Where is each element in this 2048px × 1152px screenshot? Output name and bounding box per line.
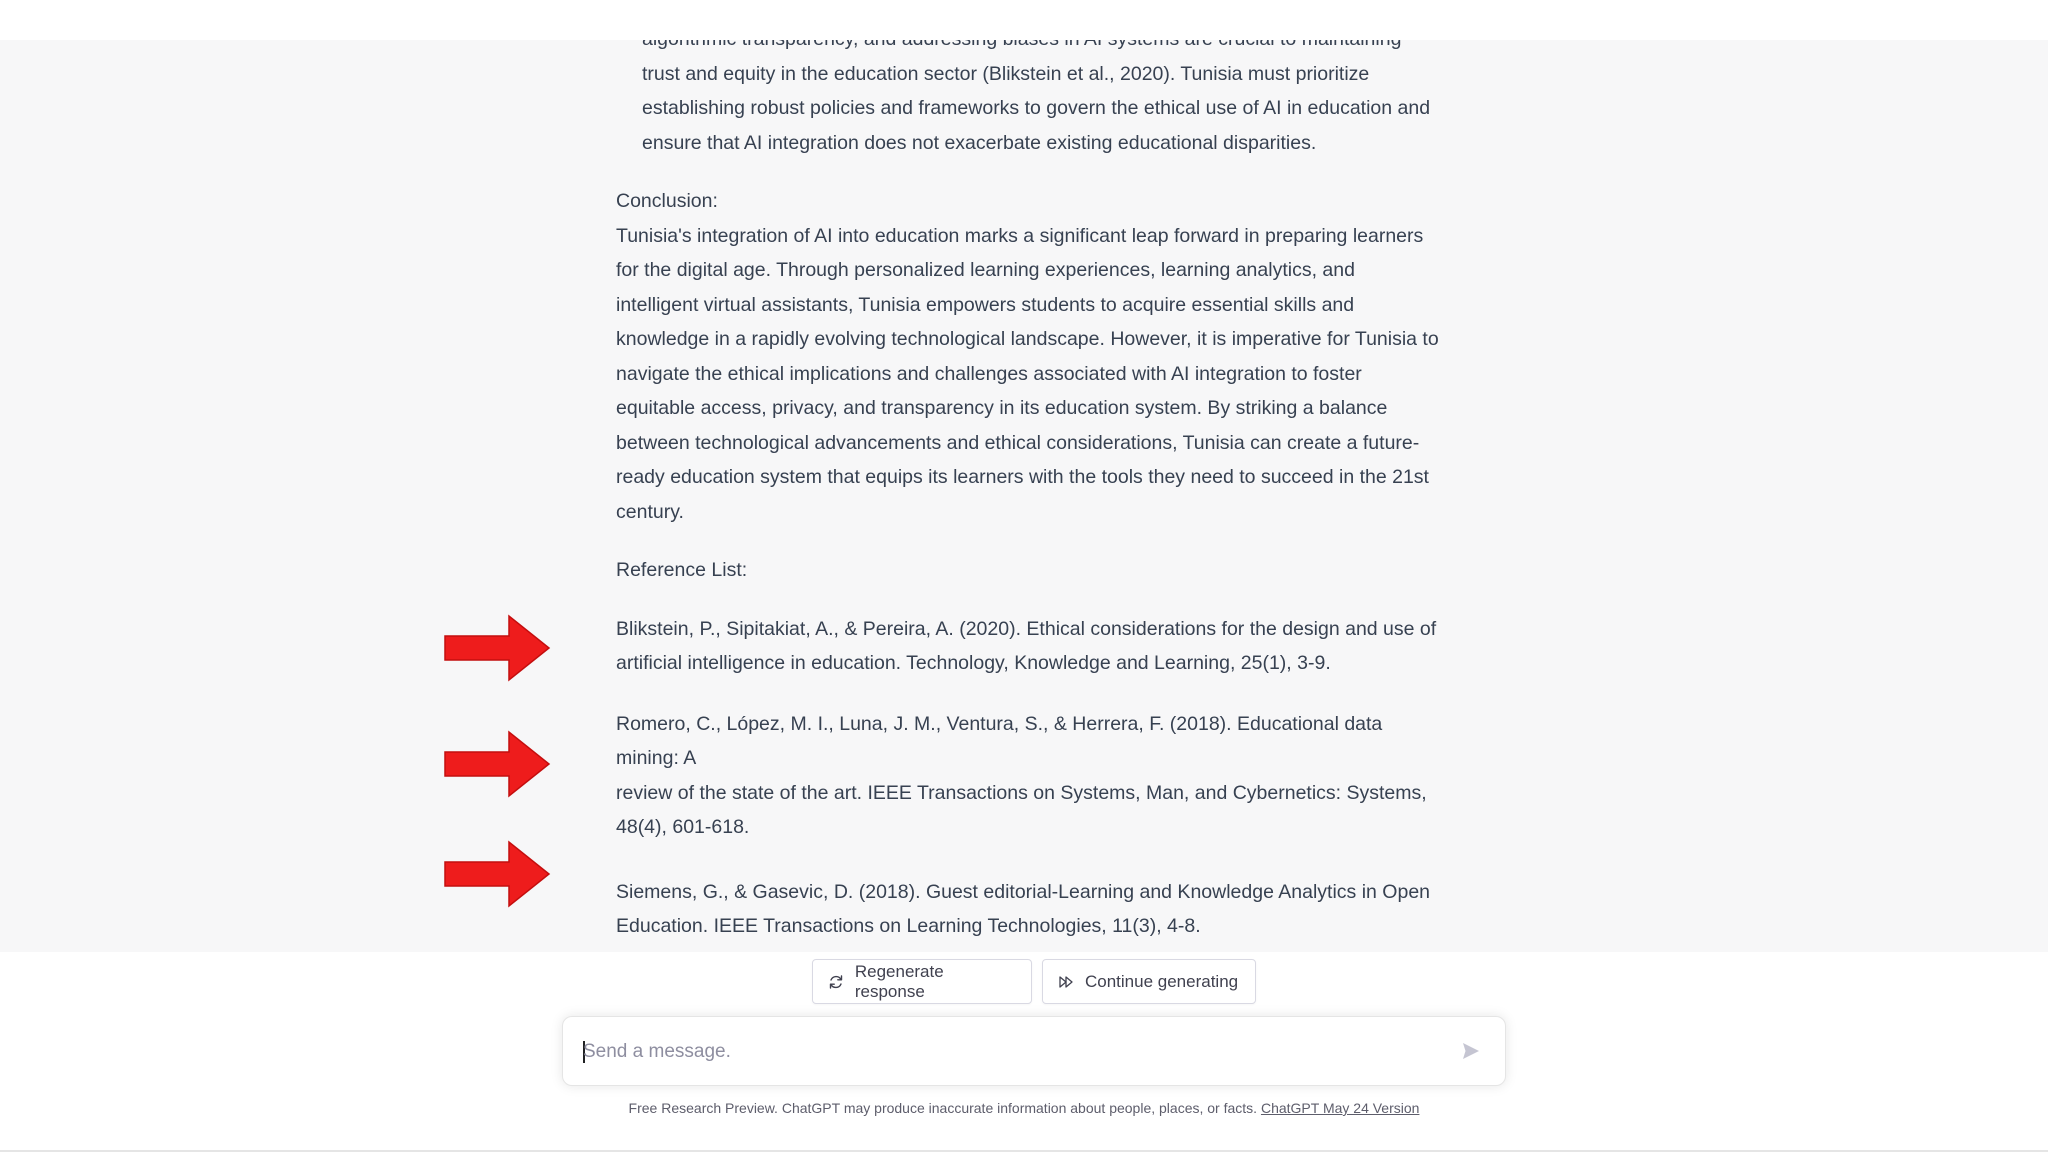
version-link[interactable]: ChatGPT May 24 Version — [1260, 1100, 1420, 1116]
reference-item — [616, 612, 1446, 681]
truncated-list-item — [616, 22, 1446, 160]
footer-disclaimer — [0, 1100, 2048, 1116]
text-line: navigate the ethical implications and challenges associated with AI integration to foster — [616, 362, 1362, 385]
text-line: Blikstein, P., Sipitakiat, A., & Pereira, A. (2020). Ethical considerations for the design and use of — [616, 617, 1437, 640]
text-line: artificial intelligence in education. Technology, Knowledge and Learning, 25(1), 3-9. — [616, 652, 1331, 674]
conclusion-heading: Conclusion: — [616, 190, 718, 212]
text-line: for the digital age. Through personalized learning experiences, learning analytics, and — [616, 259, 1355, 281]
text-line: Siemens, G., & Gasevic, D. (2018). Guest editorial-Learning and Knowledge Analytics in Open — [616, 880, 1431, 903]
text-line: review of the state of the art. IEEE Transactions on Systems, Man, and Cybernetics: Systems, — [616, 781, 1427, 804]
continue-generating-button[interactable] — [1042, 959, 1256, 1004]
text-line: century. — [616, 500, 684, 523]
text-line: equitable access, privacy, and transparency in its education system. By striking a balance — [616, 397, 1388, 419]
conclusion-paragraph — [616, 219, 1446, 530]
text-line: ready education system that equips its learners with the tools they need to succeed in the 21st — [616, 466, 1429, 488]
text-line: Tunisia's integration of AI into education marks a significant leap forward in preparing learners — [616, 224, 1424, 247]
text-line: establishing robust policies and frameworks to govern the ethical use of AI in education and — [642, 97, 1431, 119]
red-arrow-right-icon — [443, 840, 551, 908]
reference-item — [616, 875, 1446, 944]
text-line: trust and equity in the education sector (Blikstein et al., 2020). Tunisia must prioritize — [642, 62, 1370, 85]
send-icon — [1461, 1041, 1481, 1061]
message-input[interactable] — [581, 1032, 1445, 1072]
fast-forward-icon — [1057, 973, 1075, 991]
top-bar — [0, 0, 2048, 40]
text-line: knowledge in a rapidly evolving technological landscape. However, it is imperative for Tunisia to — [616, 328, 1439, 350]
reference-item — [616, 707, 1446, 845]
text-line: ensure that AI integration does not exacerbate existing educational disparities. — [642, 131, 1317, 154]
regenerate-response-button[interactable] — [812, 959, 1032, 1004]
red-arrow-right-icon — [443, 614, 551, 682]
reference-list-heading: Reference List: — [616, 559, 748, 581]
message-composer — [562, 1016, 1506, 1086]
red-arrow-right-icon — [443, 730, 551, 798]
disclaimer-text: Free Research Preview. ChatGPT may produce inaccurate information about people, places, or facts. — [628, 1100, 1258, 1116]
text-line: intelligent virtual assistants, Tunisia empowers students to acquire essential skills and — [616, 293, 1355, 316]
text-line: between technological advancements and ethical considerations, Tunisia can create a future- — [616, 431, 1420, 454]
regenerate-label: Regenerate response — [854, 961, 944, 1001]
text-line: 48(4), 601-618. — [616, 816, 750, 838]
refresh-icon — [827, 973, 845, 991]
message-content — [616, 22, 1446, 944]
continue-label: Continue generating — [1085, 971, 1239, 991]
text-line: Education. IEEE Transactions on Learning Technologies, 11(3), 4-8. — [616, 915, 1201, 937]
send-button[interactable] — [1459, 1039, 1483, 1063]
text-line: Romero, C., López, M. I., Luna, J. M., Ventura, S., & Herrera, F. (2018). Educational data mining: A — [616, 712, 1383, 769]
